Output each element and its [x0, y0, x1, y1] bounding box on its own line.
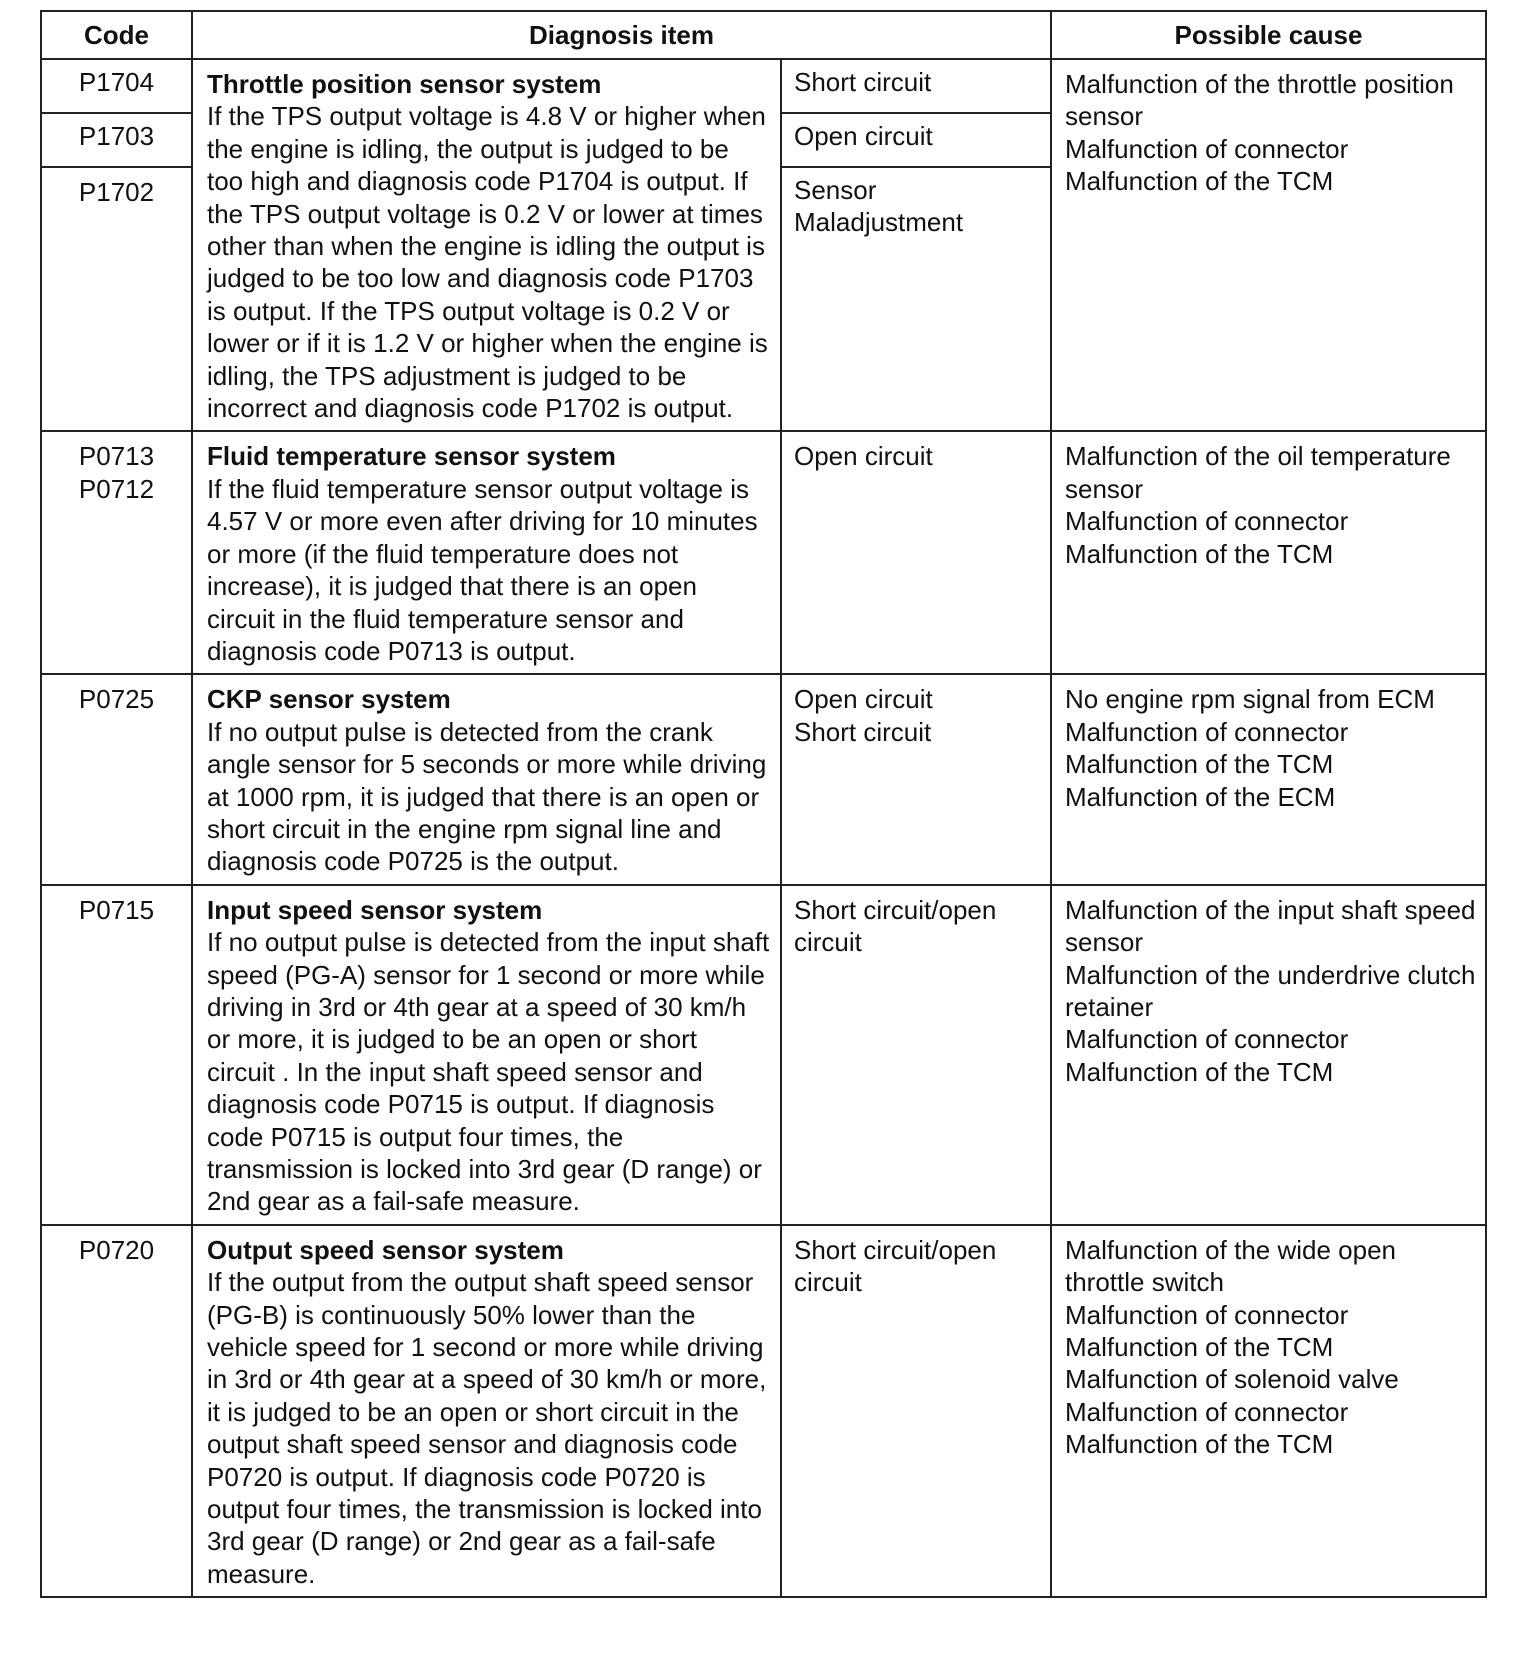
cause-line: No engine rpm signal from ECM: [1065, 684, 1435, 715]
condition-cell: [781, 431, 1051, 674]
condition-cell: [781, 674, 1051, 884]
cause-line: Malfunction of the TCM: [1065, 1056, 1334, 1087]
diagnosis-text: If the output from the output shaft speed sensor (PG-B) is continuously 50% lower than the vehicle speed for 1 second or more while driving in 3rd or 4th gear at a speed of 30 km/h or more, it is judged to be an open or short circuit in the output shaft speed sensor and diagnosis code P0720 is output. If diagnosis code P0720 is output four times, the transmission is locked into 3rd gear (D range) or 2nd gear as a fail-safe measure.: [207, 1267, 767, 1589]
diagnosis-item-cell: [192, 674, 781, 884]
diagnosis-item-cell: [192, 431, 781, 674]
cause-cell: [1051, 885, 1486, 1225]
diagnosis-title: Fluid temperature sensor system: [207, 441, 616, 472]
diagnosis-table: [40, 10, 1487, 1598]
condition-line: Open circuit: [794, 441, 933, 472]
cause-line: Malfunction of the TCM: [1065, 749, 1334, 780]
cause-line: Malfunction of connector: [1065, 1396, 1349, 1427]
diagnosis-item-cell: [192, 59, 781, 431]
code-cell: P1704: [41, 59, 192, 113]
header-code: Code: [41, 11, 192, 59]
table-header-row: [41, 11, 1486, 59]
diagnosis-item-cell: [192, 885, 781, 1225]
code-line: P0713: [78, 441, 155, 472]
diagnosis-text: If no output pulse is detected from the crank angle sensor for 5 seconds or more while driving at 1000 rpm, it is judged that there is an open or short circuit in the engine rpm signal line and diagnosis code P0725 is the output.: [207, 716, 767, 877]
diagnosis-title: Throttle position sensor system: [207, 69, 602, 99]
cause-line: Malfunction of solenoid valve: [1065, 1364, 1399, 1395]
header-possible-cause: Possible cause: [1051, 11, 1486, 59]
table-row: [41, 885, 1486, 1225]
diagnosis-title: CKP sensor system: [207, 684, 451, 715]
condition-cell: Short circuit: [781, 59, 1051, 113]
condition-cell: [781, 885, 1051, 1225]
cause-line: Malfunction of connector: [1065, 716, 1349, 747]
diagnosis-item-cell: [192, 1225, 781, 1597]
cause-line: Malfunction of connector: [1065, 133, 1349, 164]
cause-line: Malfunction of the TCM: [1065, 538, 1334, 569]
table-row: [41, 59, 1486, 113]
cause-line: Malfunction of the TCM: [1065, 166, 1334, 197]
condition-line: Open circuit: [794, 684, 933, 715]
diagnosis-text: If no output pulse is detected from the input shaft speed (PG-A) sensor for 1 second or more while driving in 3rd or 4th gear at a speed of 30 km/h or more, it is judged to be an open or short circuit . In the input shaft speed sensor and diagnosis code P0715 is output. If diagnosis code P0715 is output four times, the transmission is locked into 3rd gear (D range) or 2nd gear as a fail-safe measure.: [207, 927, 770, 1217]
cause-line: Malfunction of the TCM: [1065, 1429, 1334, 1460]
code-cell: P0715: [41, 885, 192, 1225]
table-row: [41, 674, 1486, 884]
condition-line: Short circuit: [794, 716, 932, 747]
code-cell: P1703: [41, 113, 192, 167]
condition-line: Short circuit/open circuit: [794, 894, 997, 958]
code-line: P0712: [78, 473, 155, 504]
cause-cell: [1051, 59, 1486, 431]
diagnosis-title: Output speed sensor system: [207, 1234, 564, 1265]
cause-cell: [1051, 674, 1486, 884]
cause-line: Malfunction of connector: [1065, 506, 1349, 537]
diagnosis-text: If the TPS output voltage is 4.8 V or higher when the engine is idling, the output is judged to be too high and diagnosis code P1704 is output. If the TPS output voltage is 0.2 V or lower at times other than when the engine is idling the output is judged to be too low and diagnosis code P1703 is output. If the TPS output voltage is 0.2 V or lower or if it is 1.2 V or higher when the engine is idling, the TPS adjustment is judged to be incorrect and diagnosis code P1702 is output.: [207, 101, 768, 424]
cause-line: Malfunction of the TCM: [1065, 1332, 1334, 1363]
cause-line: Malfunction of the input shaft speed sensor: [1065, 894, 1476, 958]
code-cell: P1702: [41, 167, 192, 431]
code-cell: P0725: [41, 674, 192, 884]
cause-line: Malfunction of connector: [1065, 1299, 1349, 1330]
condition-cell: Sensor Maladjustment: [781, 167, 1051, 431]
condition-line: Short circuit/open circuit: [794, 1234, 997, 1298]
condition-cell: Open circuit: [781, 113, 1051, 167]
code-cell: [41, 431, 192, 674]
diagnosis-title: Input speed sensor system: [207, 894, 543, 925]
cause-cell: [1051, 1225, 1486, 1597]
cause-line: Malfunction of the underdrive clutch retainer: [1065, 959, 1476, 1022]
cause-line: Malfunction of connector: [1065, 1024, 1349, 1055]
diagnosis-text: If the fluid temperature sensor output voltage is 4.57 V or more even after driving for 10 minutes or more (if the fluid temperature does not increase), it is judged that there is an open circuit in the fluid temperature sensor and diagnosis code P0713 is output.: [207, 473, 758, 666]
cause-line: Malfunction of the wide open throttle switch: [1065, 1234, 1396, 1298]
cause-cell: [1051, 431, 1486, 674]
cause-line: Malfunction of the ECM: [1065, 781, 1336, 812]
code-cell: P0720: [41, 1225, 192, 1597]
cause-line: Malfunction of the throttle position sensor: [1065, 69, 1454, 132]
cause-line: Malfunction of the oil temperature sensor: [1065, 441, 1451, 504]
table-row: [41, 431, 1486, 674]
header-diagnosis-item: Diagnosis item: [192, 11, 1051, 59]
condition-cell: [781, 1225, 1051, 1597]
table-row: [41, 1225, 1486, 1597]
